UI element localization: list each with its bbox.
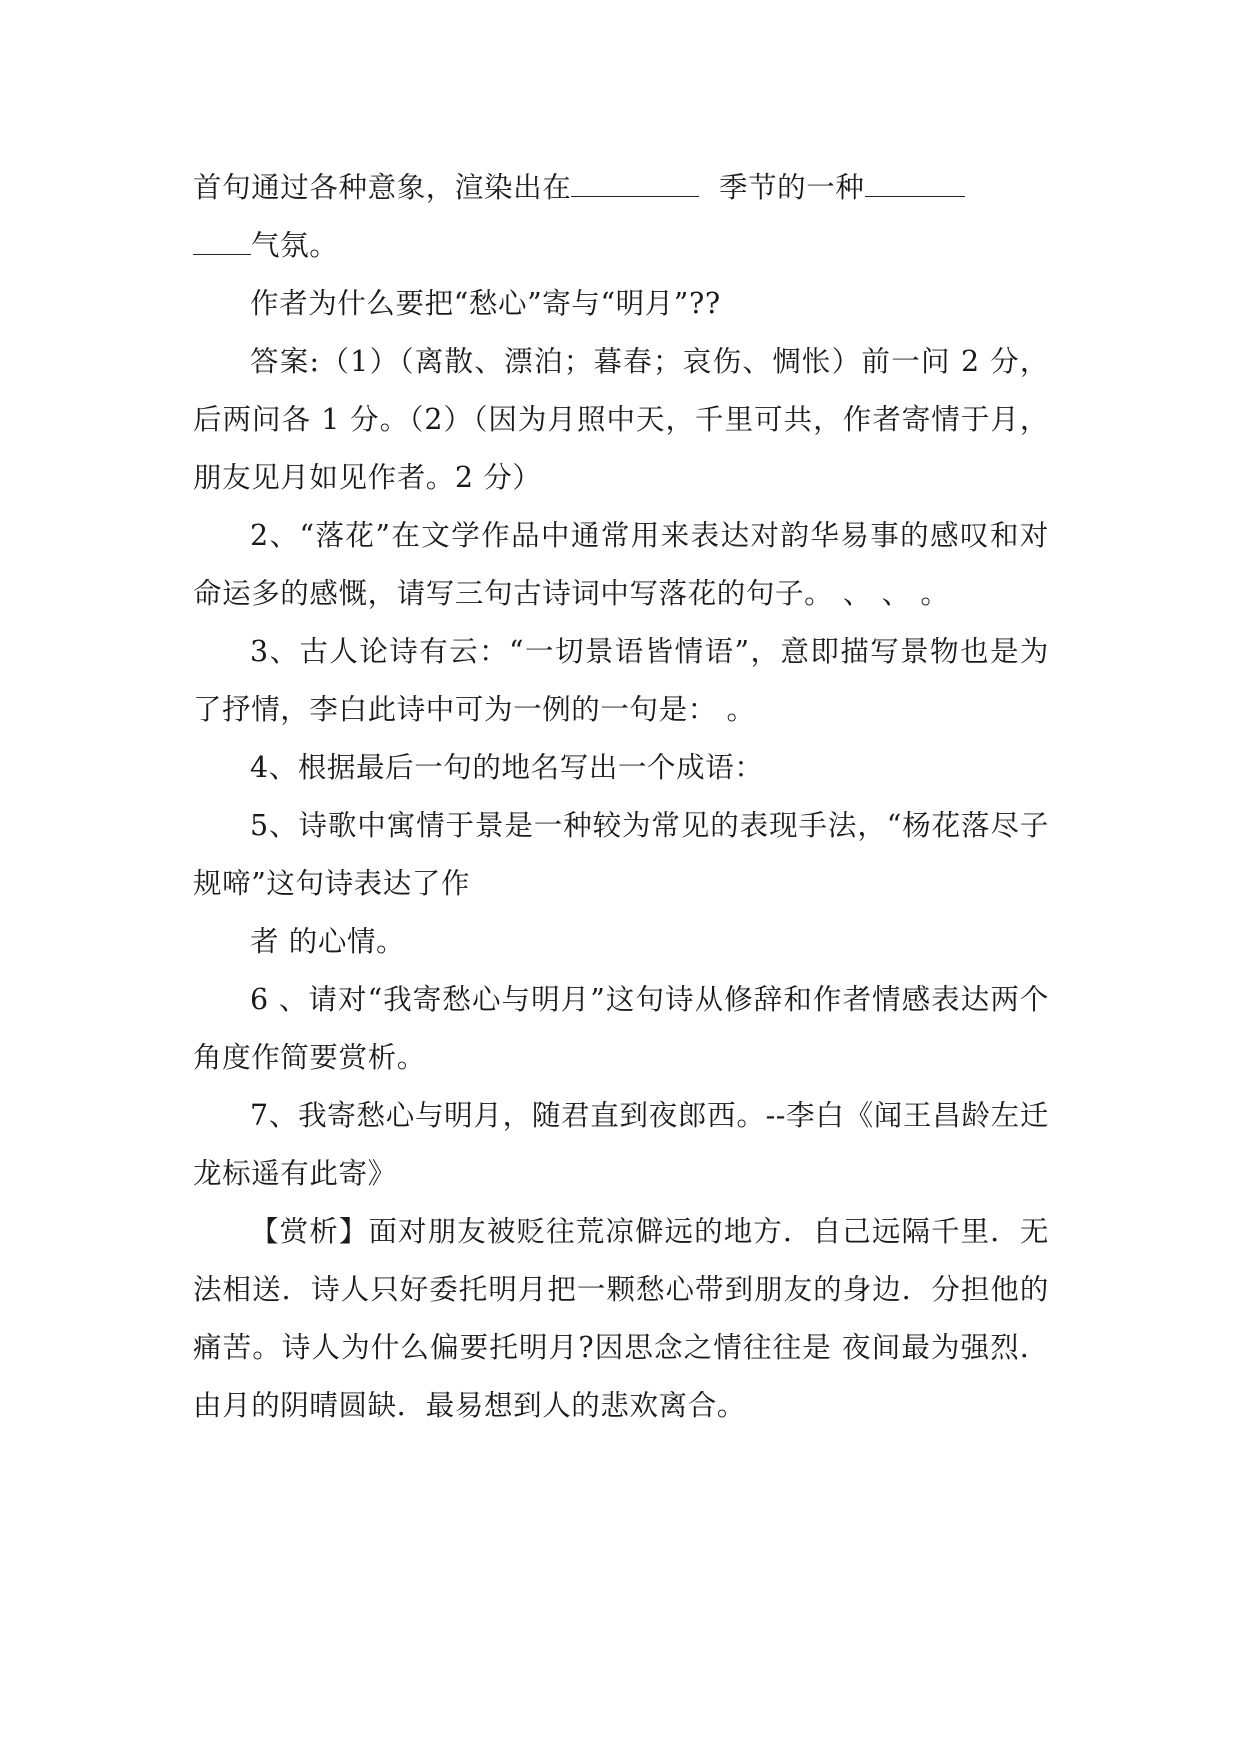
question-6-appreciation: 6 、请对“我寄愁心与明月”这句诗从修辞和作者情感表达两个角度作简要赏析。 <box>193 983 1049 1074</box>
fill-blank-mood-2 <box>193 228 251 255</box>
question-season-text-1: 首句通过各种意象，渲染出在 <box>193 171 572 204</box>
answer-paragraph: 答案:（1）（离散、漂泊；暮春；哀伤、惆怅）前一问 2 分，后两问各 1 分。（2）（因为月照中天，千里可共，作者寄情于月，朋友见月如见作者。2 分） <box>193 345 1049 494</box>
question-2-falling-flowers: 2、“落花”在文学作品中通常用来表达对韵华易事的感叹和对命运多的感慨，请写三句古诗词中写落花的句子。 、 、 。 <box>193 519 1049 610</box>
question-5-continued: 者 的心情。 <box>250 925 406 958</box>
appreciation-paragraph: 【赏析】面对朋友被贬往荒凉僻远的地方．自己远隔千里．无法相送．诗人只好委托明月把一颗愁心带到朋友的身边．分担他的痛苦。诗人为什么偏要托明月?因思念之情往往是 夜间最为强烈．由月的阴晴圆缺．最易想到人的悲欢离合。 <box>193 1215 1049 1422</box>
fill-blank-season <box>571 170 699 197</box>
question-why-moon: 作者为什么要把“愁心”寄与“明月”?? <box>250 287 721 320</box>
question-5-technique: 5、诗歌中寓情于景是一种较为常见的表现手法，“杨花落尽子规啼”这句诗表达了作 <box>193 809 1049 900</box>
question-season-mood <box>193 159 1049 275</box>
fill-blank-mood-1 <box>865 170 965 197</box>
question-season-text-2: 季节的一种 <box>718 171 865 204</box>
question-season-text-3: 气氛。 <box>251 229 339 262</box>
document-body <box>193 159 1049 1435</box>
question-3-scenery: 3、古人论诗有云：“一切景语皆情语”，意即描写景物也是为了抒情，李白此诗中可为一例的一句是： 。 <box>193 635 1049 726</box>
question-7-poem-line: 7、我寄愁心与明月，随君直到夜郎西。--李白《闻王昌龄左迁龙标遥有此寄》 <box>193 1099 1049 1190</box>
question-4-idiom: 4、根据最后一句的地名写出一个成语： <box>250 751 764 784</box>
